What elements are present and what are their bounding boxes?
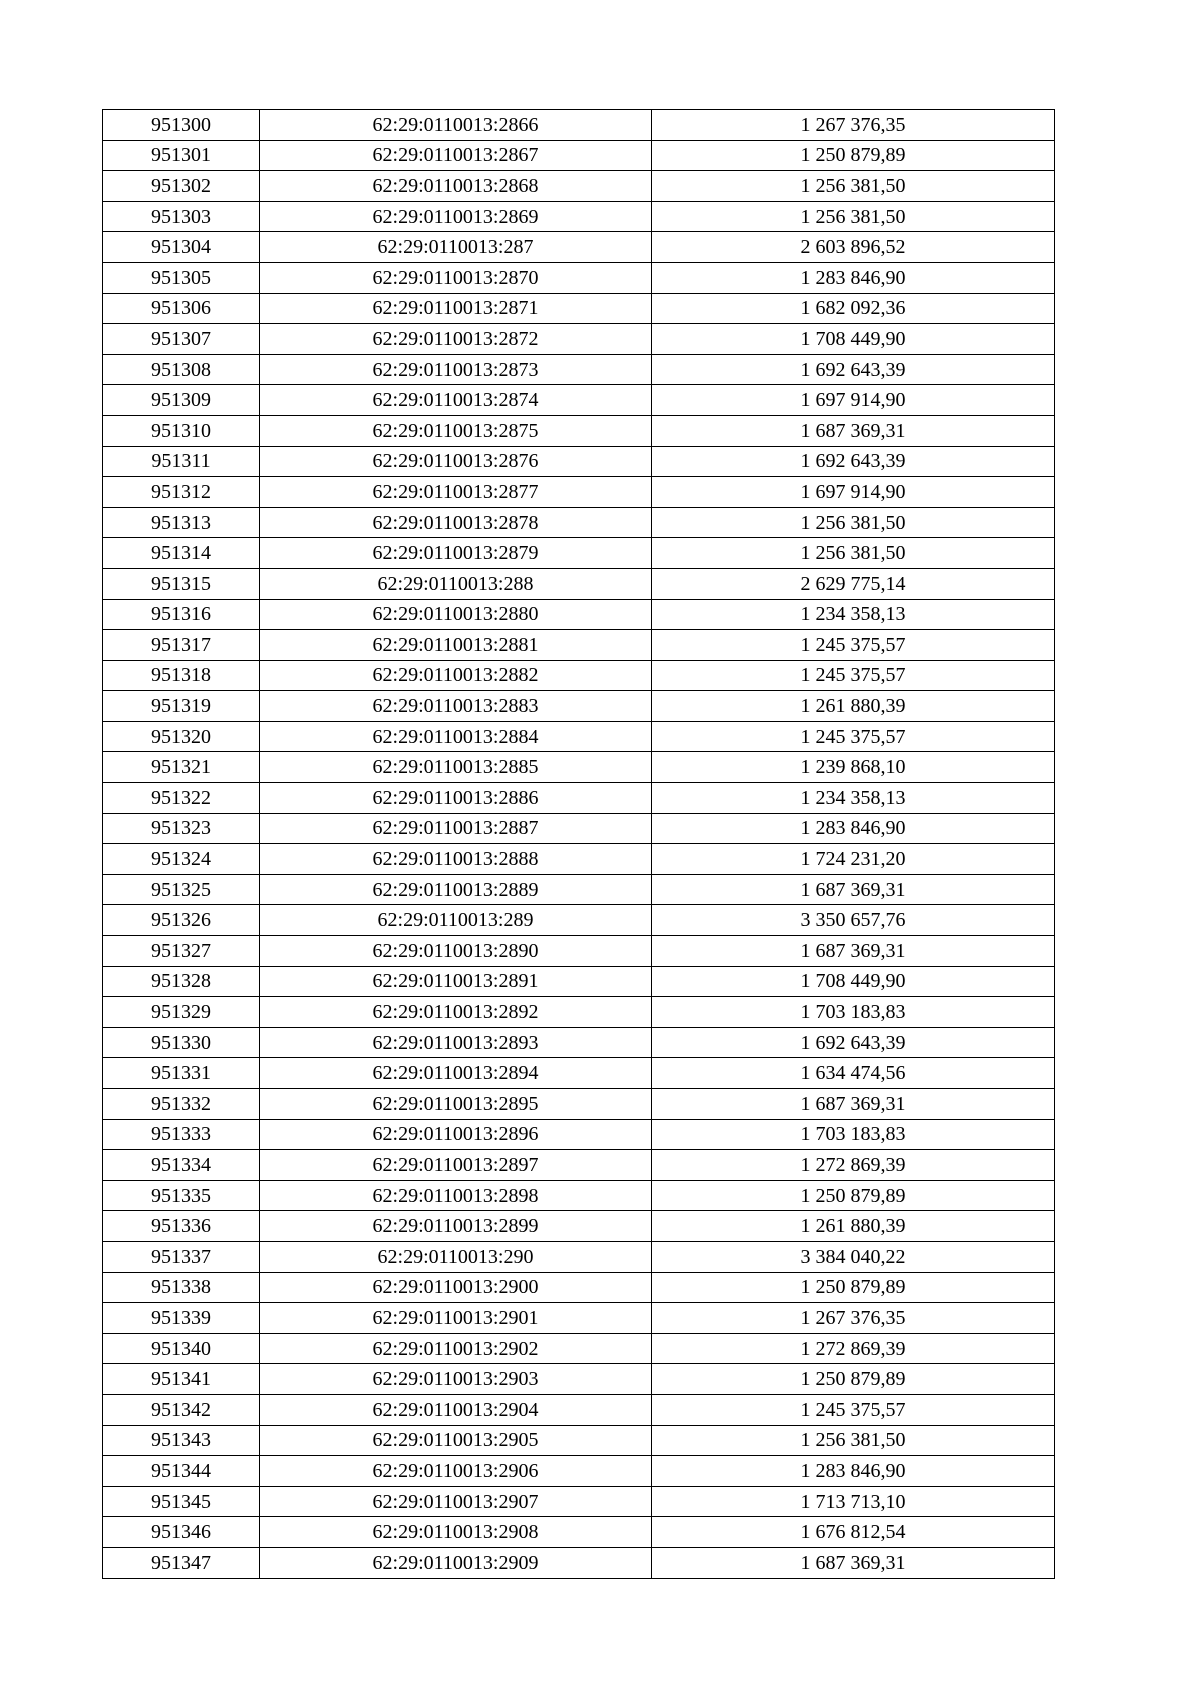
row-number-cell: 951322 [103, 783, 260, 814]
cadastral-number-cell: 62:29:0110013:2870 [260, 262, 652, 293]
cadastral-number-cell: 62:29:0110013:2901 [260, 1303, 652, 1334]
cadastral-number-cell: 62:29:0110013:2881 [260, 630, 652, 661]
cadastral-number-cell: 62:29:0110013:2905 [260, 1425, 652, 1456]
row-number-cell: 951312 [103, 477, 260, 508]
cadastral-number-cell: 62:29:0110013:2872 [260, 324, 652, 355]
table-row [103, 446, 1055, 477]
cadastral-value-cell: 1 250 879,89 [652, 1364, 1055, 1395]
cadastral-number-cell: 62:29:0110013:2875 [260, 415, 652, 446]
cadastral-number-cell: 62:29:0110013:2892 [260, 997, 652, 1028]
cadastral-value-cell: 1 687 369,31 [652, 1547, 1055, 1578]
cadastral-number-cell: 62:29:0110013:2895 [260, 1089, 652, 1120]
cadastral-number-cell: 62:29:0110013:2897 [260, 1150, 652, 1181]
table-row [103, 1241, 1055, 1272]
cadastral-number-cell: 62:29:0110013:2878 [260, 507, 652, 538]
cadastral-number-cell: 62:29:0110013:2873 [260, 354, 652, 385]
cadastral-value-cell: 1 272 869,39 [652, 1333, 1055, 1364]
cadastral-number-cell: 62:29:0110013:2871 [260, 293, 652, 324]
table-row [103, 874, 1055, 905]
table-row [103, 1058, 1055, 1089]
cadastral-value-cell: 3 350 657,76 [652, 905, 1055, 936]
table-row [103, 630, 1055, 661]
cadastral-number-cell: 62:29:0110013:2890 [260, 936, 652, 967]
cadastral-value-cell: 1 708 449,90 [652, 966, 1055, 997]
table-row [103, 507, 1055, 538]
row-number-cell: 951316 [103, 599, 260, 630]
row-number-cell: 951338 [103, 1272, 260, 1303]
table-row [103, 262, 1055, 293]
cadastral-number-cell: 62:29:0110013:2894 [260, 1058, 652, 1089]
cadastral-value-cell: 1 703 183,83 [652, 997, 1055, 1028]
row-number-cell: 951339 [103, 1303, 260, 1334]
cadastral-value-cell: 2 603 896,52 [652, 232, 1055, 263]
table-row [103, 324, 1055, 355]
table-row [103, 905, 1055, 936]
cadastral-number-cell: 62:29:0110013:2883 [260, 691, 652, 722]
row-number-cell: 951315 [103, 568, 260, 599]
table-row [103, 1333, 1055, 1364]
cadastral-number-cell: 62:29:0110013:2908 [260, 1517, 652, 1548]
cadastral-value-cell: 1 267 376,35 [652, 1303, 1055, 1334]
cadastral-value-cell: 1 245 375,57 [652, 721, 1055, 752]
row-number-cell: 951306 [103, 293, 260, 324]
table-row [103, 1547, 1055, 1578]
table-row [103, 997, 1055, 1028]
cadastral-number-cell: 62:29:0110013:2904 [260, 1394, 652, 1425]
cadastral-number-cell: 62:29:0110013:2887 [260, 813, 652, 844]
row-number-cell: 951326 [103, 905, 260, 936]
row-number-cell: 951321 [103, 752, 260, 783]
cadastral-value-cell: 1 256 381,50 [652, 201, 1055, 232]
row-number-cell: 951303 [103, 201, 260, 232]
cadastral-number-cell: 62:29:0110013:2903 [260, 1364, 652, 1395]
cadastral-value-cell: 1 245 375,57 [652, 630, 1055, 661]
row-number-cell: 951305 [103, 262, 260, 293]
cadastral-number-cell: 62:29:0110013:2874 [260, 385, 652, 416]
row-number-cell: 951347 [103, 1547, 260, 1578]
row-number-cell: 951314 [103, 538, 260, 569]
cadastral-number-cell: 62:29:0110013:2900 [260, 1272, 652, 1303]
row-number-cell: 951319 [103, 691, 260, 722]
table-row [103, 599, 1055, 630]
table-row [103, 844, 1055, 875]
cadastral-value-cell: 1 256 381,50 [652, 538, 1055, 569]
table-row [103, 721, 1055, 752]
cadastral-value-cell: 1 250 879,89 [652, 140, 1055, 171]
cadastral-number-cell: 62:29:0110013:2891 [260, 966, 652, 997]
cadastral-value-cell: 1 283 846,90 [652, 1456, 1055, 1487]
cadastral-number-cell: 62:29:0110013:2879 [260, 538, 652, 569]
cadastral-number-cell: 62:29:0110013:2877 [260, 477, 652, 508]
cadastral-value-cell: 1 687 369,31 [652, 874, 1055, 905]
cadastral-number-cell: 62:29:0110013:2876 [260, 446, 652, 477]
cadastral-value-cell: 3 384 040,22 [652, 1241, 1055, 1272]
cadastral-value-table [102, 109, 1055, 1579]
table-row [103, 293, 1055, 324]
table-row [103, 201, 1055, 232]
row-number-cell: 951342 [103, 1394, 260, 1425]
cadastral-value-cell: 1 245 375,57 [652, 1394, 1055, 1425]
row-number-cell: 951324 [103, 844, 260, 875]
cadastral-number-cell: 62:29:0110013:2880 [260, 599, 652, 630]
table-row [103, 1272, 1055, 1303]
cadastral-value-cell: 1 272 869,39 [652, 1150, 1055, 1181]
cadastral-number-cell: 62:29:0110013:288 [260, 568, 652, 599]
cadastral-value-cell: 1 256 381,50 [652, 1425, 1055, 1456]
cadastral-value-cell: 1 713 713,10 [652, 1486, 1055, 1517]
cadastral-number-cell: 62:29:0110013:2866 [260, 110, 652, 141]
cadastral-value-cell: 1 250 879,89 [652, 1272, 1055, 1303]
table-row [103, 1517, 1055, 1548]
row-number-cell: 951344 [103, 1456, 260, 1487]
table-row [103, 966, 1055, 997]
cadastral-value-cell: 1 708 449,90 [652, 324, 1055, 355]
table-row [103, 1150, 1055, 1181]
cadastral-number-cell: 62:29:0110013:2902 [260, 1333, 652, 1364]
cadastral-value-cell: 1 687 369,31 [652, 415, 1055, 446]
table-row [103, 660, 1055, 691]
cadastral-value-cell: 1 687 369,31 [652, 1089, 1055, 1120]
row-number-cell: 951333 [103, 1119, 260, 1150]
row-number-cell: 951309 [103, 385, 260, 416]
table-row [103, 171, 1055, 202]
cadastral-value-cell: 1 261 880,39 [652, 1211, 1055, 1242]
cadastral-value-cell: 1 697 914,90 [652, 385, 1055, 416]
table-row [103, 477, 1055, 508]
table-row [103, 1425, 1055, 1456]
cadastral-value-cell: 2 629 775,14 [652, 568, 1055, 599]
table-row [103, 1456, 1055, 1487]
table-row [103, 1303, 1055, 1334]
cadastral-number-cell: 62:29:0110013:2907 [260, 1486, 652, 1517]
cadastral-number-cell: 62:29:0110013:2906 [260, 1456, 652, 1487]
row-number-cell: 951313 [103, 507, 260, 538]
row-number-cell: 951332 [103, 1089, 260, 1120]
row-number-cell: 951307 [103, 324, 260, 355]
row-number-cell: 951325 [103, 874, 260, 905]
table-row [103, 110, 1055, 141]
row-number-cell: 951335 [103, 1180, 260, 1211]
cadastral-number-cell: 62:29:0110013:290 [260, 1241, 652, 1272]
row-number-cell: 951304 [103, 232, 260, 263]
cadastral-number-cell: 62:29:0110013:2893 [260, 1027, 652, 1058]
cadastral-value-cell: 1 682 092,36 [652, 293, 1055, 324]
cadastral-value-cell: 1 267 376,35 [652, 110, 1055, 141]
cadastral-number-cell: 62:29:0110013:2882 [260, 660, 652, 691]
cadastral-value-cell: 1 261 880,39 [652, 691, 1055, 722]
cadastral-value-cell: 1 692 643,39 [652, 354, 1055, 385]
cadastral-value-cell: 1 634 474,56 [652, 1058, 1055, 1089]
table-row [103, 1211, 1055, 1242]
cadastral-value-cell: 1 692 643,39 [652, 446, 1055, 477]
table-row [103, 783, 1055, 814]
table-row [103, 385, 1055, 416]
table-row [103, 1364, 1055, 1395]
row-number-cell: 951308 [103, 354, 260, 385]
cadastral-number-cell: 62:29:0110013:2884 [260, 721, 652, 752]
row-number-cell: 951318 [103, 660, 260, 691]
cadastral-value-cell: 1 283 846,90 [652, 262, 1055, 293]
cadastral-value-cell: 1 234 358,13 [652, 599, 1055, 630]
table-row [103, 568, 1055, 599]
cadastral-value-cell: 1 250 879,89 [652, 1180, 1055, 1211]
row-number-cell: 951345 [103, 1486, 260, 1517]
cadastral-value-cell: 1 687 369,31 [652, 936, 1055, 967]
row-number-cell: 951341 [103, 1364, 260, 1395]
cadastral-value-cell: 1 256 381,50 [652, 507, 1055, 538]
cadastral-value-cell: 1 724 231,20 [652, 844, 1055, 875]
table-row [103, 936, 1055, 967]
row-number-cell: 951320 [103, 721, 260, 752]
cadastral-value-cell: 1 256 381,50 [652, 171, 1055, 202]
row-number-cell: 951302 [103, 171, 260, 202]
table-row [103, 140, 1055, 171]
table-row [103, 1180, 1055, 1211]
row-number-cell: 951343 [103, 1425, 260, 1456]
cadastral-number-cell: 62:29:0110013:2886 [260, 783, 652, 814]
table-row [103, 232, 1055, 263]
row-number-cell: 951340 [103, 1333, 260, 1364]
row-number-cell: 951328 [103, 966, 260, 997]
cadastral-number-cell: 62:29:0110013:289 [260, 905, 652, 936]
cadastral-value-cell: 1 283 846,90 [652, 813, 1055, 844]
table-row [103, 1089, 1055, 1120]
cadastral-number-cell: 62:29:0110013:2899 [260, 1211, 652, 1242]
table-row [103, 1394, 1055, 1425]
row-number-cell: 951337 [103, 1241, 260, 1272]
cadastral-number-cell: 62:29:0110013:2868 [260, 171, 652, 202]
cadastral-value-cell: 1 692 643,39 [652, 1027, 1055, 1058]
cadastral-number-cell: 62:29:0110013:2885 [260, 752, 652, 783]
cadastral-value-cell: 1 703 183,83 [652, 1119, 1055, 1150]
cadastral-number-cell: 62:29:0110013:2867 [260, 140, 652, 171]
table-body [103, 110, 1055, 1579]
row-number-cell: 951323 [103, 813, 260, 844]
table-row [103, 813, 1055, 844]
row-number-cell: 951317 [103, 630, 260, 661]
row-number-cell: 951310 [103, 415, 260, 446]
row-number-cell: 951301 [103, 140, 260, 171]
table-row [103, 1119, 1055, 1150]
table-row [103, 752, 1055, 783]
cadastral-value-cell: 1 676 812,54 [652, 1517, 1055, 1548]
row-number-cell: 951334 [103, 1150, 260, 1181]
table-row [103, 415, 1055, 446]
row-number-cell: 951311 [103, 446, 260, 477]
row-number-cell: 951346 [103, 1517, 260, 1548]
cadastral-number-cell: 62:29:0110013:2909 [260, 1547, 652, 1578]
cadastral-number-cell: 62:29:0110013:287 [260, 232, 652, 263]
table-row [103, 691, 1055, 722]
row-number-cell: 951300 [103, 110, 260, 141]
table-row [103, 538, 1055, 569]
table-row [103, 1486, 1055, 1517]
cadastral-value-cell: 1 245 375,57 [652, 660, 1055, 691]
cadastral-value-cell: 1 239 868,10 [652, 752, 1055, 783]
cadastral-number-cell: 62:29:0110013:2889 [260, 874, 652, 905]
row-number-cell: 951329 [103, 997, 260, 1028]
row-number-cell: 951336 [103, 1211, 260, 1242]
cadastral-number-cell: 62:29:0110013:2869 [260, 201, 652, 232]
cadastral-number-cell: 62:29:0110013:2896 [260, 1119, 652, 1150]
row-number-cell: 951330 [103, 1027, 260, 1058]
table-row [103, 354, 1055, 385]
cadastral-value-cell: 1 234 358,13 [652, 783, 1055, 814]
table-row [103, 1027, 1055, 1058]
row-number-cell: 951327 [103, 936, 260, 967]
cadastral-number-cell: 62:29:0110013:2898 [260, 1180, 652, 1211]
row-number-cell: 951331 [103, 1058, 260, 1089]
cadastral-number-cell: 62:29:0110013:2888 [260, 844, 652, 875]
cadastral-value-cell: 1 697 914,90 [652, 477, 1055, 508]
